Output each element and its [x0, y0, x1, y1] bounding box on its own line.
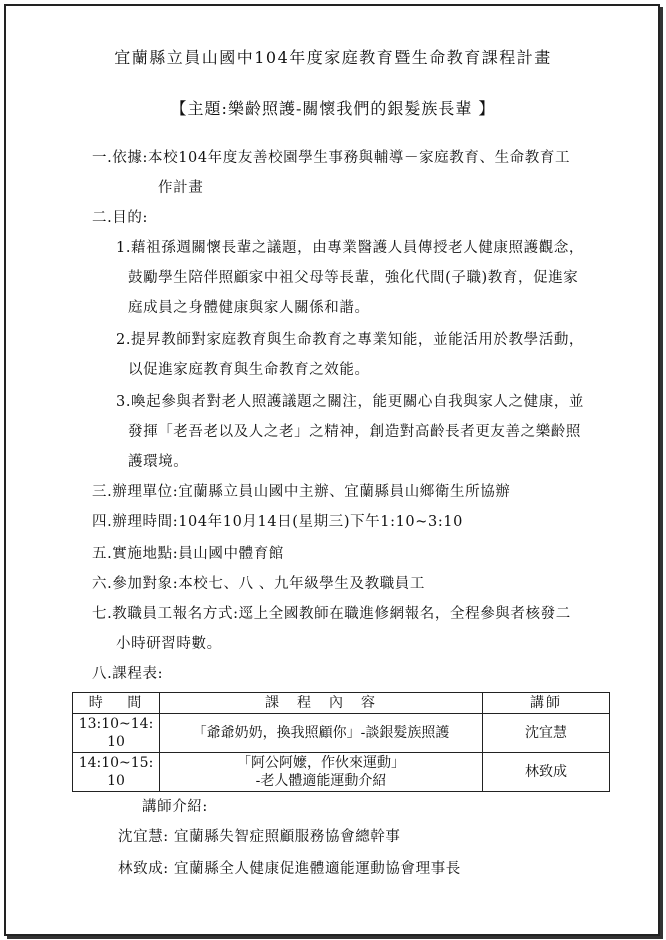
signup-line-2: 小時研習時數。	[116, 636, 222, 652]
table-row	[73, 714, 610, 753]
purpose-2-line-2: 以促進家庭教育與生命教育之效能。	[128, 362, 370, 378]
purpose-3-line-3: 護環境。	[128, 454, 189, 470]
lecturer-intro-1: 沈宜慧: 宜蘭縣失智症照顧服務協會總幹事	[118, 829, 401, 845]
row-content-cell	[160, 714, 483, 753]
organizer-line: 三.辦理單位:宜蘭縣立員山國中主辦、宜蘭縣員山鄉衛生所協辦	[92, 484, 511, 500]
signup-line-1: 七.教職員工報名方式:逕上全國教師在職進修網報名，全程參與者核發二	[92, 606, 571, 622]
time-end: 10	[107, 773, 125, 789]
purpose-2-line-1: 2.提昇教師對家庭教育與生命教育之專業知能，並能活用於教學活動，	[116, 332, 585, 348]
content-line-1: 「阿公阿嬤，作伙來運動」	[237, 755, 405, 771]
table-row	[73, 753, 610, 792]
header-content: 課 程 內 容	[160, 693, 483, 714]
target-line: 六.參加對象:本校七、八 、九年級學生及教職員工	[92, 576, 426, 592]
lecturer-intro-2: 林致成: 宜蘭縣全人健康促進體適能運動協會理事長	[118, 861, 461, 877]
content-line-1: 「爺爺奶奶，換我照顧你」-談銀髮族照護	[192, 725, 450, 741]
purpose-3-line-1: 3.喚起參與者對老人照護議題之關注，能更關心自我與家人之健康，並	[116, 394, 585, 410]
basis-line-2: 作計畫	[158, 180, 204, 196]
time-start: 13:10~14:	[78, 716, 154, 732]
header-lecturer: 講師	[483, 693, 610, 714]
lecturer-intro-heading: 講師介紹:	[142, 799, 208, 815]
header-time: 時 間	[73, 693, 160, 714]
theme-heading: 【主題:樂齡照護-關懷我們的銀髮族長輩 】	[170, 99, 496, 118]
time-line: 四.辦理時間:104年10月14日(星期三)下午1:10~3:10	[92, 514, 463, 530]
row-lecturer-cell: 沈宜慧	[483, 714, 610, 753]
row-content-cell	[160, 753, 483, 792]
purpose-3-line-2: 發揮「老吾老以及人之老」之精神，創造對高齡長者更友善之樂齡照	[128, 424, 581, 440]
course-schedule-table	[72, 692, 610, 792]
place-line: 五.實施地點:員山國中體育館	[92, 546, 284, 562]
purpose-1-line-3: 庭成員之身體健康與家人關係和諧。	[128, 300, 370, 316]
page-border	[4, 4, 660, 936]
basis-line-1: 一.依據:本校104年度友善校園學生事務與輔導－家庭教育、生命教育工	[92, 150, 571, 166]
content-line-2: -老人體適能運動介紹	[255, 773, 387, 789]
purpose-1-line-2: 鼓勵學生陪伴照顧家中祖父母等長輩，強化代間(子職)教育，促進家	[128, 270, 579, 286]
row-time-cell	[73, 714, 160, 753]
purpose-1-line-1: 1.藉祖孫週關懷長輩之議題，由專業醫護人員傳授老人健康照護觀念，	[116, 240, 585, 256]
row-lecturer-cell: 林致成	[483, 753, 610, 792]
document-title: 宜蘭縣立員山國中104年度家庭教育暨生命教育課程計畫	[114, 48, 552, 67]
row-time-cell	[73, 753, 160, 792]
time-end: 10	[107, 734, 125, 750]
schedule-heading: 八.課程表:	[92, 666, 164, 682]
purpose-heading: 二.目的:	[92, 210, 148, 226]
time-start: 14:10~15:	[78, 755, 154, 771]
table-header-row	[73, 693, 610, 714]
